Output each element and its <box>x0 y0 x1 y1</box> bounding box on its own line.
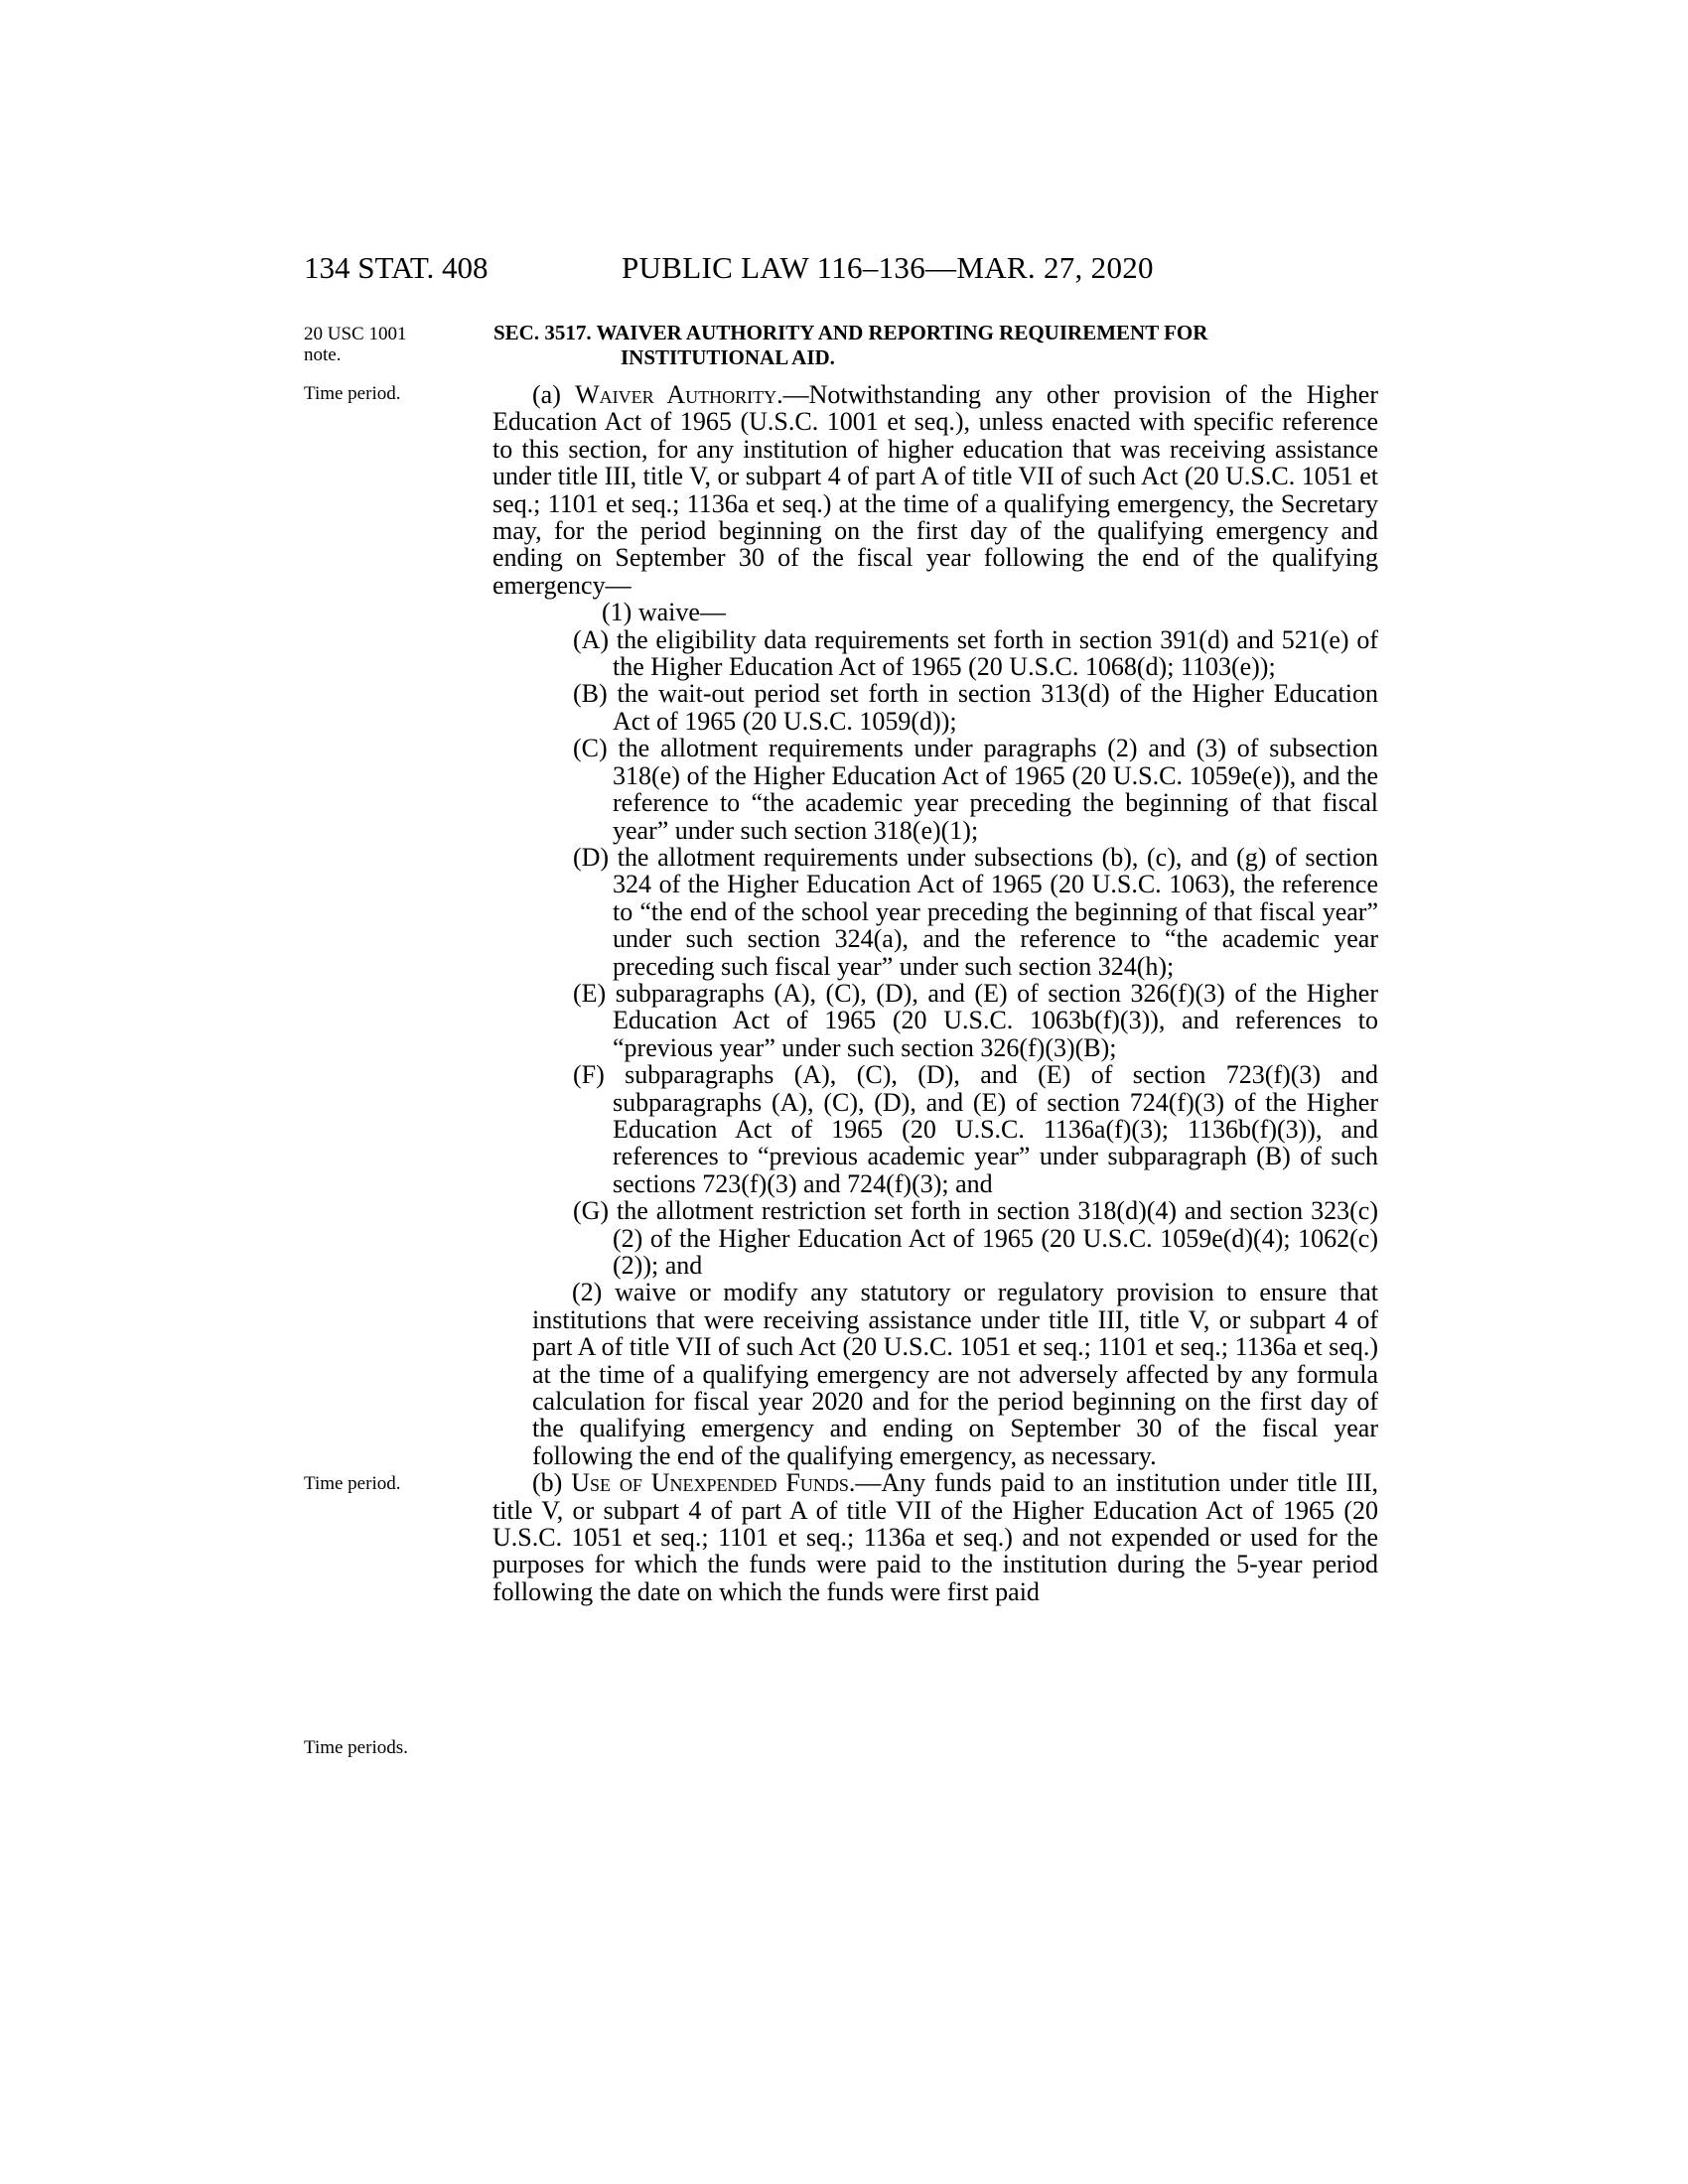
subparagraph-E: (E) subparagraphs (A), (C), (D), and (E) of section 326(f)(3) of the Higher Education Act of 1965 (20 U.S.C. 1063b(f)(3)), and references to “previous year” under such section 326(f)(3)(B); <box>573 978 1378 1062</box>
subsection-b-heading: Use of Unexpended Funds <box>571 1468 849 1498</box>
subsection-b <box>492 1469 1378 1605</box>
section-body <box>492 381 1378 1605</box>
subparagraph-C: (C) the allotment requirements under paragraphs (2) and (3) of subsection 318(e) of the Higher Education Act of 1965 (20 U.S.C. 1059e(e)), and the reference to “the academic year preceding the beginning of that fiscal year” under such section 318(e)(1); <box>573 734 1378 845</box>
page-header <box>304 250 1378 290</box>
paragraph-1: (1) waive— <box>602 598 726 627</box>
subsection-b-text: .—Any funds paid to an institution under title III, title V, or subpart 4 of part A of title VII of the Higher Education Act of 1965 (20 U.S.C. 1051 et seq.; 1101 et seq.; 1136a et seq.) and not expended or used for the purposes for which the funds were paid to the institution during the 5-year period following the date on which the funds were first paid <box>492 1468 1378 1606</box>
margin-note-time-period-1: Time period. <box>304 383 401 404</box>
subsection-a-label: (a) <box>532 380 576 409</box>
subsection-b-label: (b) <box>532 1468 572 1498</box>
citation-line-2: note. <box>304 344 342 365</box>
subsection-a-text: .—Notwithstanding any other provision of the Higher Education Act of 1965 (U.S.C. 1001 et seq.), unless enacted with specific reference to this section, for any institution of higher education that was receiving assistance under title III, title V, or subpart 4 of part A of title VII of such Act (20 U.S.C. 1051 et seq.; 1101 et seq.; 1136a et seq.) at the time of a qualifying emergency, the Secretary may, for the period beginning on the first day of the qualifying emergency and ending on September 30 of the fiscal year following the end of the qualifying emergency— <box>492 380 1378 600</box>
subparagraph-D: (D) the allotment requirements under subsections (b), (c), and (g) of section 324 of the Higher Education Act of 1965 (20 U.S.C. 1063), the reference to “the end of the school year preceding the beginning of that fiscal year” under such section 324(a), and the reference to “the academic year preceding such fiscal year” under such section 324(h); <box>573 842 1378 981</box>
citation-line-1: 20 USC 1001 <box>304 324 407 344</box>
subparagraph-A: (A) the eligibility data requirements set forth in section 391(d) and 521(e) of the Higher Education Act of 1965 (20 U.S.C. 1068(d); 1103(e)); <box>573 624 1378 682</box>
margin-note-time-period-2: Time period. <box>304 1473 401 1494</box>
paragraph-2: (2) waive or modify any statutory or regulatory provision to ensure that institutions that were receiving assistance under title III, title V, or subpart 4 of part A of title VII of such Act (20 U.S.C. 1051 et seq.; 1101 et seq.; 1136a et seq.) at the time of a qualifying emergency are not adversely affected by any formula calculation for fiscal year 2020 and for the period beginning on the first day of the qualifying emergency and ending on September 30 of the fiscal year following the end of the qualifying emergency, as necessary. <box>532 1278 1378 1470</box>
subsection-a-heading: Waiver Authority <box>575 380 777 409</box>
section-heading-line-1: SEC. 3517. WAIVER AUTHORITY AND REPORTING REQUIREMENT FOR <box>493 321 1208 344</box>
section-heading <box>493 321 1379 370</box>
subparagraph-B: (B) the wait-out period set forth in section 313(d) of the Higher Education Act of 1965 (20 U.S.C. 1059(d)); <box>573 679 1378 736</box>
running-title: PUBLIC LAW 116–136—MAR. 27, 2020 <box>622 250 1154 285</box>
page-number: 134 STAT. 408 <box>304 250 489 285</box>
subsection-a <box>492 381 1378 599</box>
section-heading-line-2: INSTITUTIONAL AID. <box>621 345 835 369</box>
subparagraph-G: (G) the allotment restriction set forth in section 318(d)(4) and section 323(c)(2) of the Higher Education Act of 1965 (20 U.S.C. 1059e(d)(4); 1062(c)(2)); and <box>573 1196 1378 1280</box>
margin-citation <box>304 324 406 365</box>
margin-note-time-periods: Time periods. <box>304 1737 408 1758</box>
subparagraph-F: (F) subparagraphs (A), (C), (D), and (E) of section 723(f)(3) and subparagraphs (A), (C), (D), and (E) of section 724(f)(3) of the Higher Education Act of 1965 (20 U.S.C. 1136a(f)(3); 1136b(f)(3)), and references to “previous academic year” under subparagraph (B) of such sections 723(f)(3) and 724(f)(3); and <box>573 1060 1378 1198</box>
